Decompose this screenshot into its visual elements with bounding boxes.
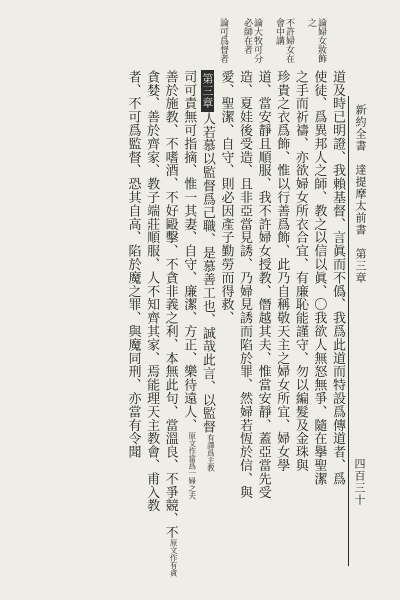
inline-note: 有譯爲主教 — [206, 433, 216, 472]
text-column: 道及時已明證、我賴基督、言眞而不僞、我爲此道而特設爲傳道者、爲 — [330, 70, 345, 486]
side-note-overseer: 論可爲督者 — [218, 18, 228, 63]
text-column-body: 善於施教、不嗜酒、不好毆擊、不貪非義之利、本無此句、當溫良、不爭競、不 — [162, 70, 178, 539]
chapter-text: 人若慕以監督爲己職、是慕善工也、誠哉此言、以監督 — [199, 112, 215, 434]
inline-note: 原文作當爲一婦之夫 — [187, 431, 197, 500]
text-column-body: 司可責無可指摘、惟一其妻、自守、廉潔、方正、樂待遠人、 — [181, 70, 197, 432]
side-note-women-church: 不許婦女在會中講 — [274, 18, 294, 63]
chapter-label: 第三章 — [201, 70, 214, 112]
page-number: 四百三十 — [353, 458, 366, 506]
text-column: 貪婪、善於齊家、教子端莊順服、人不知齊其家、焉能理天主教會、甫入教 — [144, 70, 160, 513]
side-note-pastor: 論大牧可分必師在者 — [242, 18, 262, 63]
header-rule — [348, 96, 349, 566]
scripture-text — [22, 70, 346, 582]
text-column: 者、不可爲監督、恐其自高、陷於魔之罪、與魔同刑、亦當有令聞 — [125, 70, 141, 459]
text-column — [160, 70, 179, 582]
side-notes — [138, 18, 326, 68]
text-column: 之手而祈禱、亦欲婦女所衣合宜、有廉恥能謹守、勿以編髮及金珠與 — [292, 70, 308, 472]
text-column: 愛、聖潔、自守、則必因產子勤勞而得救、 — [218, 70, 234, 325]
text-column: 使徒、爲異邦人之師、教之以信以眞、〇我欲人無怒無爭、隨在擧聖潔 — [311, 70, 327, 486]
side-note-adornment: 論婦女妝飾之 — [306, 18, 326, 63]
text-column: 珍貴之衣爲飾、惟以行善爲飾、此乃自稱敬天主之婦女所宜、婦女學 — [274, 70, 290, 472]
text-column: 道、當安靜且順服、我不許婦女授教、僭越其夫、惟當安靜、蓋亞當先受 — [255, 70, 271, 499]
running-head: 新約全書 達提摩太前書 第三章 — [354, 104, 367, 284]
text-column-chapter-start — [197, 70, 216, 582]
text-column — [179, 70, 198, 582]
text-column: 造、夏娃後受造、且非亞當見誘、乃婦見誘而陷於罪、然婦若恆於信、與 — [237, 70, 253, 499]
inline-note: 原文作有貪 — [169, 539, 179, 577]
